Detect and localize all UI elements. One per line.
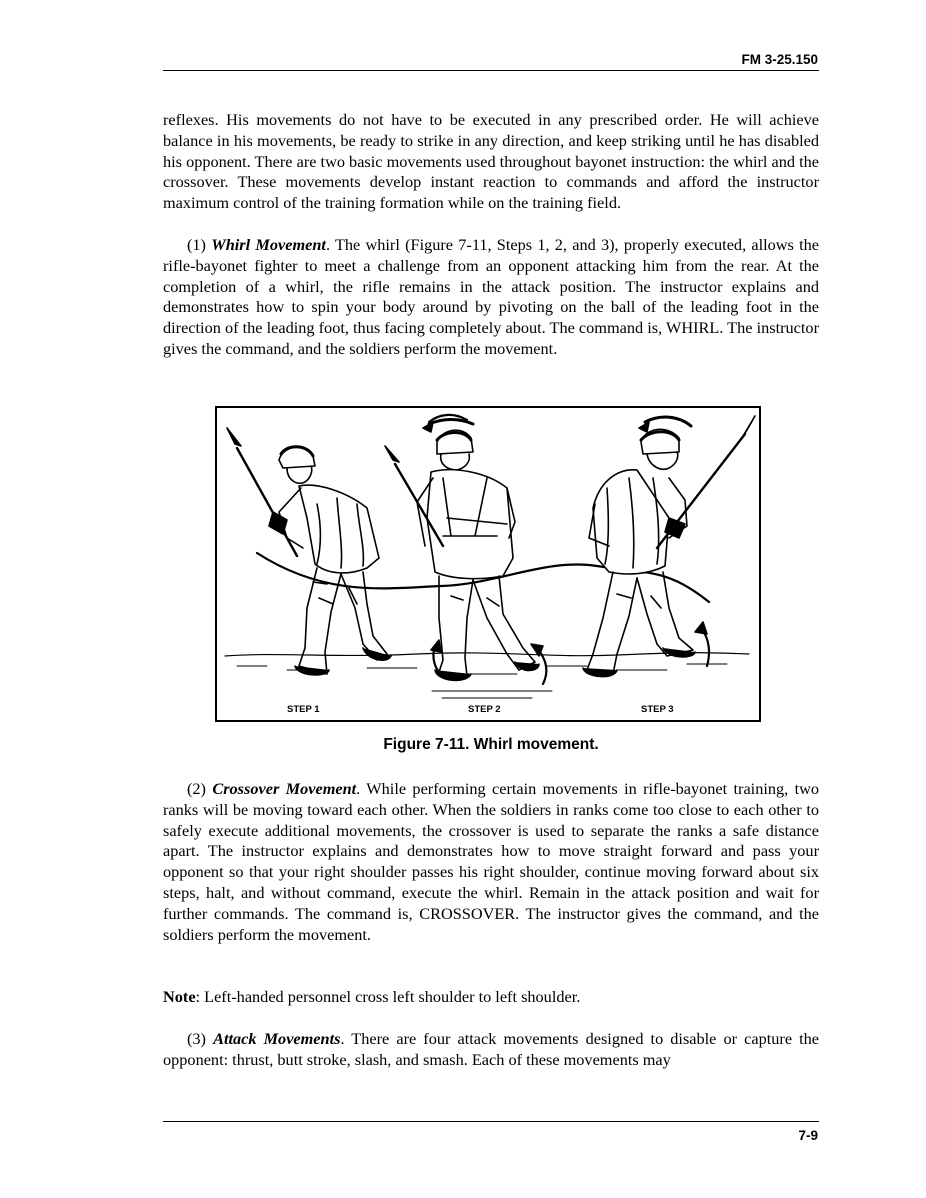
whirl-heading: Whirl Movement (211, 235, 326, 254)
soldier-step2 (385, 415, 546, 684)
note-text: : Left-handed personnel cross left shoulder to left shoulder. (195, 987, 581, 1006)
figure-caption: Figure 7-11. Whirl movement. (383, 736, 599, 753)
header-rule (163, 70, 819, 71)
manual-id-header: FM 3-25.150 (741, 52, 818, 67)
whirl-drawing (217, 408, 758, 719)
step-3-label: STEP 3 (641, 704, 674, 715)
attack-prefix: (3) (187, 1029, 214, 1048)
crossover-text: . While performing certain movements in rifle-bayonet training, two ranks will be moving toward each other. When the soldiers in ranks come too close to each other to safely execute additional movements, the crossover is used to separate the ranks a safe distance apart. The instructor explains and demonstrates how to move straight forward and pass your opponent so that your right shoulder passes his right shoulder, continue moving forward about six steps, halt, and without command, execute the whirl. Remain in the attack position and wait for further commands. The command is, CROSSOVER. The instructor gives the command, and the soldiers perform the movement. (163, 779, 819, 944)
crossover-prefix: (2) (187, 779, 213, 798)
whirl-prefix: (1) (187, 235, 212, 254)
note-label: Note (163, 987, 196, 1006)
soldier-step1 (227, 428, 391, 675)
page-number: 7-9 (798, 1128, 818, 1143)
footer-rule (163, 1121, 819, 1122)
step-2-label: STEP 2 (468, 704, 501, 715)
soldier-step3 (583, 416, 755, 677)
paragraph-intro-text: reflexes. His movements do not have to be executed in any prescribed order. He will achieve balance in his movements, be ready to strike in any direction, and keep striking until he has disabled his opponent. There are two basic movements used throughout bayonet instruction: the whirl and the crossover. These movements develop instant reaction to commands and afford the instructor maximum control of the training formation while on the training field. (163, 110, 819, 213)
paragraph-intro (163, 110, 819, 214)
crossover-heading: Crossover Movement (212, 779, 357, 798)
step-1-label: STEP 1 (287, 704, 320, 715)
whirl-text: . The whirl (Figure 7-11, Steps 1, 2, and 3), properly executed, allows the rifle-bayonet fighter to meet a challenge from an opponent attacking him from the rear. At the completion of a whirl, the rifle remains in the attack position. The instructor explains and demonstrates how to spin your body around by pivoting on the ball of the leading foot in the direction of the leading foot, thus facing completely about. The command is, WHIRL. The instructor gives the command, and the soldiers perform the movement. (163, 235, 820, 358)
attack-heading: Attack Movements (213, 1029, 341, 1048)
figure-whirl-illustration (215, 406, 761, 722)
paragraph-crossover (163, 779, 819, 945)
attack-text: . There are four attack movements designed to disable or capture the opponent: thrust, butt stroke, slash, and smash. Each of these movements may (163, 1029, 820, 1069)
paragraph-attack (163, 1029, 819, 1071)
note-paragraph (163, 987, 819, 1008)
paragraph-whirl (163, 235, 819, 360)
